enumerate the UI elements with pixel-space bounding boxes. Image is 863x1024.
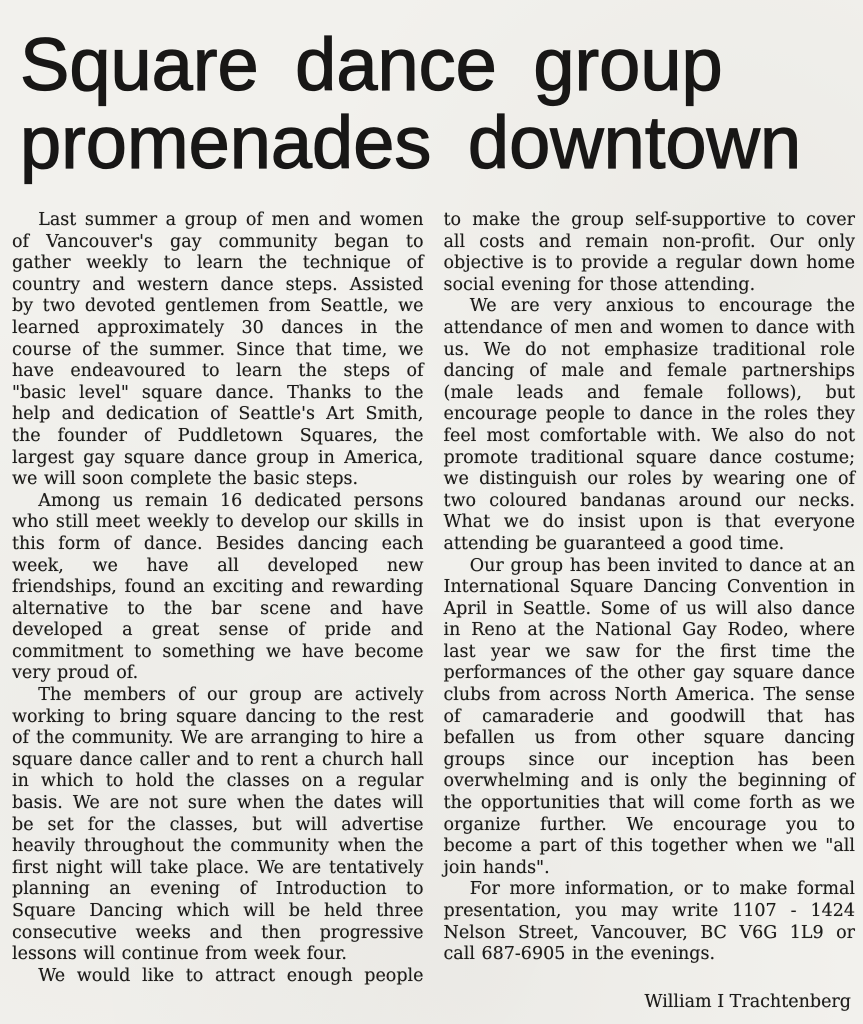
article-paragraph-catchline: We would like to attract enough people (38, 965, 424, 986)
article-byline: William I Trachtenberg (644, 991, 851, 1012)
article-column-left (12, 210, 424, 1013)
article-paragraph: For more information, or to make formal presentation, you may write 1107 - 1424 Nelson Street, Vancouver, BC V6G 1L9 or call 687-6905 in the evenings. (443, 879, 855, 965)
article-paragraph: We are very anxious to encourage the attendance of men and women to dance with us. We do not emphasize traditional role dancing of male and female partnerships (male leads and female follows), but encourage people to dance in the roles they feel most comfortable with. We also do not promote traditional square dance costume; we distinguish our roles by wearing one of two coloured bandanas around our necks. What we do insist upon is that everyone attending be guaranteed a good time. (443, 296, 855, 554)
article-headline (0, 0, 863, 182)
headline-line-1: Square dance group (20, 23, 723, 106)
article-paragraph: Our group has been invited to dance at an International Square Dancing Convention in April in Seattle. Some of us will also dance in Reno at the National Gay Rodeo, where last year we saw for the first time the performances of the other gay square dance clubs from across North America. The sense of camaraderie and goodwill that has befallen us from other square dancing groups since our inception has been overwhelming and is only the beginning of the opportunities that will come forth as we organize further. We encourage you to become a part of this together when we "all join hands". (443, 555, 855, 878)
article-paragraph: Among us remain 16 dedicated persons who still meet weekly to develop our skills in this form of dance. Besides dancing each week, we have all developed new friendships, found an exciting and rewarding alternative to the bar scene and have developed a great sense of pride and commitment to something we have become very proud of. (12, 490, 424, 684)
article-paragraph-continuation: to make the group self-supportive to cover all costs and remain non-profit. Our only objective is to provide a regular down home social evening for those attending. (443, 210, 855, 295)
article-paragraph: Last summer a group of men and women of Vancouver's gay community began to gather weekly to learn the technique of country and western dance steps. Assisted by two devoted gentlemen from Seattle, we learned approximately 30 dances in the course of the summer. Since that time, we have endeavoured to learn the steps of "basic level" square dance. Thanks to the help and dedication of Seattle's Art Smith, the founder of Puddletown Squares, the largest gay square dance group in America, we will soon complete the basic steps. (12, 210, 424, 490)
article-paragraph: The members of our group are actively working to bring square dancing to the rest of the community. We are arranging to hire a square dance caller and to rent a church hall in which to hold the classes on a regular basis. We are not sure when the dates will be set for the classes, but will advertise heavily throughout the community when the first night will take place. We are tentatively planning an evening of Introduction to Square Dancing which will be held three consecutive weeks and then progressive lessons will continue from week four. (12, 685, 424, 965)
headline-line-2: promenades downtown (20, 101, 802, 184)
article-column-right (444, 210, 856, 1013)
article-body (0, 210, 863, 1013)
